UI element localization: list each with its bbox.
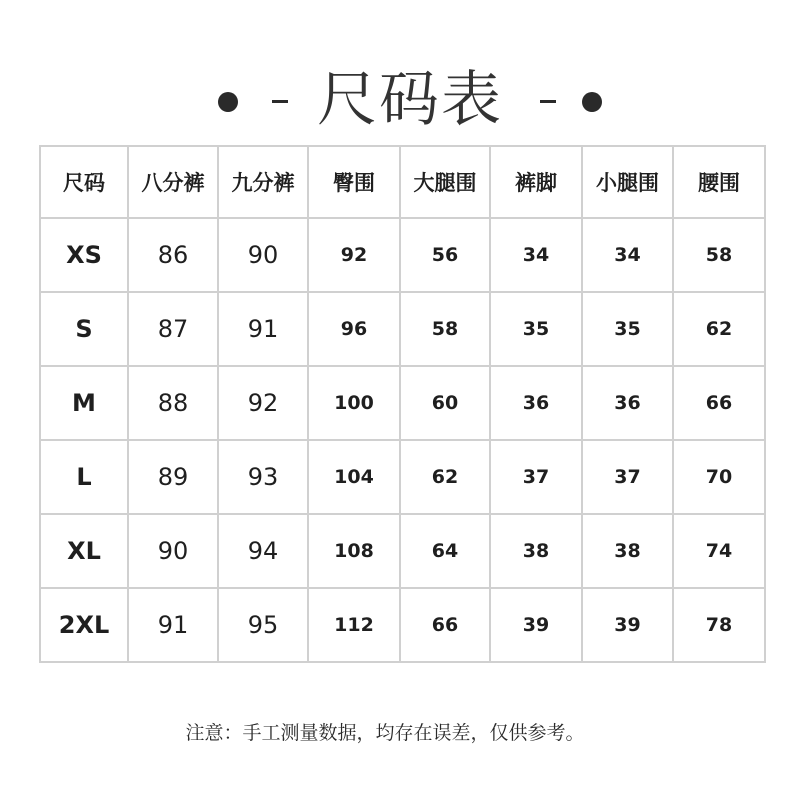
table-cell: 94 [218, 514, 308, 588]
dash-icon [272, 100, 288, 103]
table-cell: 56 [400, 218, 490, 292]
table-cell: 36 [490, 366, 582, 440]
size-cell: S [40, 292, 128, 366]
table-cell: 86 [128, 218, 218, 292]
table-cell: 38 [582, 514, 673, 588]
table-cell: 78 [673, 588, 765, 662]
table-cell: 60 [400, 366, 490, 440]
table-cell: 91 [218, 292, 308, 366]
table-cell: 92 [308, 218, 400, 292]
size-cell: M [40, 366, 128, 440]
column-header-ankle-pants: 九分裤 [218, 146, 308, 218]
table-cell: 34 [582, 218, 673, 292]
table-cell: 38 [490, 514, 582, 588]
table-cell: 39 [490, 588, 582, 662]
table-row [40, 292, 765, 366]
column-header-cropped-pants: 八分裤 [128, 146, 218, 218]
table-cell: 37 [490, 440, 582, 514]
size-table [39, 145, 766, 663]
size-cell: L [40, 440, 128, 514]
table-cell: 88 [128, 366, 218, 440]
column-header-thigh: 大腿围 [400, 146, 490, 218]
table-cell: 92 [218, 366, 308, 440]
bullet-dot-icon [218, 92, 238, 112]
table-cell: 62 [400, 440, 490, 514]
table-row [40, 440, 765, 514]
table-cell: 91 [128, 588, 218, 662]
table-cell: 34 [490, 218, 582, 292]
column-header-hem: 裤脚 [490, 146, 582, 218]
table-cell: 89 [128, 440, 218, 514]
table-row [40, 588, 765, 662]
column-header-hip: 臀围 [308, 146, 400, 218]
title-bar [0, 55, 800, 145]
table-cell: 64 [400, 514, 490, 588]
table-header-row [40, 146, 765, 218]
measurement-note: 注意：手工测量数据，均存在误差，仅供参考。 [185, 722, 585, 744]
table-row [40, 514, 765, 588]
table-cell: 87 [128, 292, 218, 366]
table-cell: 35 [582, 292, 673, 366]
table-cell: 90 [218, 218, 308, 292]
table-row [40, 366, 765, 440]
dash-icon [540, 100, 556, 103]
size-cell: XL [40, 514, 128, 588]
table-cell: 58 [673, 218, 765, 292]
table-cell: 66 [673, 366, 765, 440]
table-cell: 62 [673, 292, 765, 366]
table-cell: 112 [308, 588, 400, 662]
table-cell: 37 [582, 440, 673, 514]
table-cell: 104 [308, 440, 400, 514]
table-cell: 36 [582, 366, 673, 440]
column-header-waist: 腰围 [673, 146, 765, 218]
bullet-dot-icon [582, 92, 602, 112]
table-cell: 100 [308, 366, 400, 440]
table-cell: 74 [673, 514, 765, 588]
table-row [40, 218, 765, 292]
table-cell: 35 [490, 292, 582, 366]
table-cell: 70 [673, 440, 765, 514]
column-header-calf: 小腿围 [582, 146, 673, 218]
size-cell: XS [40, 218, 128, 292]
table-cell: 108 [308, 514, 400, 588]
table-cell: 93 [218, 440, 308, 514]
table-cell: 96 [308, 292, 400, 366]
table-cell: 66 [400, 588, 490, 662]
size-cell: 2XL [40, 588, 128, 662]
table-cell: 95 [218, 588, 308, 662]
column-header-size: 尺码 [40, 146, 128, 218]
table-cell: 39 [582, 588, 673, 662]
table-cell: 90 [128, 514, 218, 588]
page-title: 尺码表 [317, 65, 503, 135]
table-cell: 58 [400, 292, 490, 366]
